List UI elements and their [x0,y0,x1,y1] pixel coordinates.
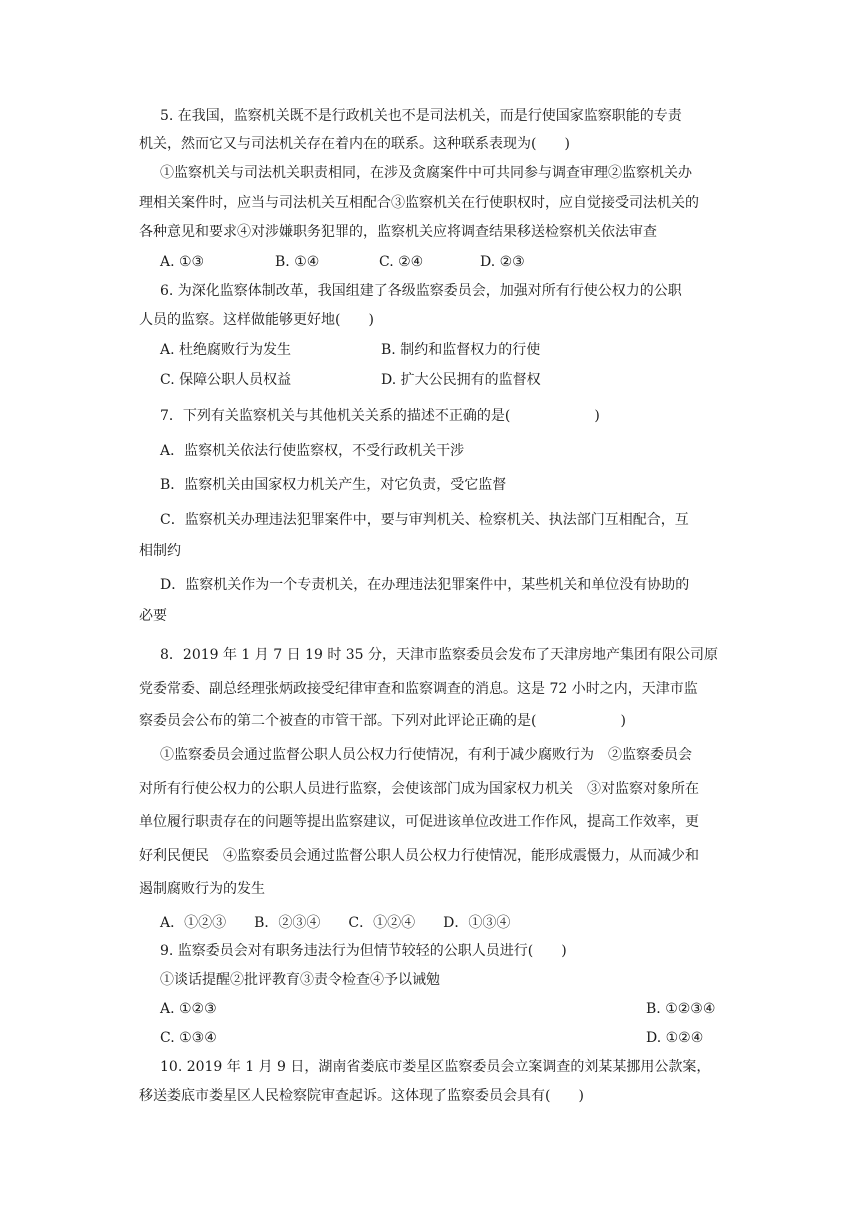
q6-option-c: C. 保障公职人员权益 [160,372,292,388]
q8-statements-line-5: 遏制腐败行为的发生 [139,881,265,897]
q5-option-d: D. ②③ [480,254,525,270]
q9-statements: ①谈话提醒②批评教育③责令检查④予以诫勉 [160,972,440,988]
q9-option-a: A. ①②③ [160,1001,217,1017]
q7-option-c-line-2: 相制约 [139,543,181,559]
q8-statements-line-4: 好利民便民 ④监察委员会通过监督公职人员公权力行使情况，能形成震慑力，从而减少和 [139,848,699,864]
q5-option-a: A. ①③ [160,254,205,270]
q6-option-b: B. 制约和监督权力的行使 [381,342,541,358]
q7-option-d-line-1: D．监察机关作为一个专责机关，在办理违法犯罪案件中，某些机关和单位没有协助的 [160,577,690,593]
q9-option-d: D. ①②④ [646,1030,704,1046]
q8-stem-line-3: 察委员会公布的第二个被查的市管干部。下列对此评论正确的是( ) [139,713,626,729]
q7-option-d-line-2: 必要 [139,608,167,624]
q5-stem-line-1: 5. 在我国，监察机关既不是行政机关也不是司法机关，而是行使国家监察职能的专责 [160,108,682,124]
q5-option-b: B. ①④ [275,254,320,270]
q5-stem-line-2: 机关，然而它又与司法机关存在着内在的联系。这种联系表现为( ) [139,136,570,152]
q8-statements-line-1: ①监察委员会通过监督公职人员公权力行使情况，有利于减少腐败行为 ②监察委员会 [160,747,692,763]
q9-option-b: B. ①②③④ [646,1001,716,1017]
q8-stem-line-1: 8．2019 年 1 月 7 日 19 时 35 分，天津市监察委员会发布了天津房地产集团有限公司原 [160,647,719,663]
q8-stem-line-2: 党委常委、副总经理张炳政接受纪律审查和监察调查的消息。这是 72 小时之内，天津市监 [139,681,698,697]
q6-stem-line-2: 人员的监察。这样做能够更好地( ) [139,312,374,328]
q6-option-a: A. 杜绝腐败行为发生 [160,342,292,358]
q6-stem-line-1: 6. 为深化监察体制改革，我国组建了各级监察委员会，加强对所有行使公权力的公职 [160,283,682,299]
q8-statements-line-3: 单位履行职责存在的问题等提出监察建议，可促进该单位改进工作作风，提高工作效率，更 [139,814,699,830]
q9-stem: 9. 监察委员会对有职务违法行为但情节较轻的公职人员进行( ) [160,943,567,959]
q5-option-c: C. ②④ [379,254,424,270]
q8-statements-line-2: 对所有行使公权力的公职人员进行监察，会使该部门成为国家权力机关 ③对监察对象所在 [139,781,699,797]
q8-options: A．①②③ B．②③④ C．①②④ D．①③④ [160,915,511,931]
q7-option-a: A．监察机关依法行使监察权，不受行政机关干涉 [160,443,465,459]
q7-stem: 7．下列有关监察机关与其他机关关系的描述不正确的是( ) [160,408,600,424]
q5-statements-line-1: ①监察机关与司法机关职责相同，在涉及贪腐案件中可共同参与调查审理②监察机关办 [160,165,692,181]
q9-option-c: C. ①③④ [160,1030,217,1046]
q10-stem-line-1: 10. 2019 年 1 月 9 日，湖南省娄底市娄星区监察委员会立案调查的刘某某挪用公款案， [160,1059,711,1075]
q10-stem-line-2: 移送娄底市娄星区人民检察院审查起诉。这体现了监察委员会具有( ) [139,1088,584,1104]
q7-option-b: B．监察机关由国家权力机关产生，对它负责，受它监督 [160,477,507,493]
q7-option-c-line-1: C．监察机关办理违法犯罪案件中，要与审判机关、检察机关、执法部门互相配合，互 [160,512,689,528]
q6-option-d: D. 扩大公民拥有的监督权 [381,372,541,388]
q5-statements-line-3: 各种意见和要求④对涉嫌职务犯罪的，监察机关应将调查结果移送检察机关依法审查 [139,224,657,240]
q5-statements-line-2: 理相关案件时，应当与司法机关互相配合③监察机关在行使职权时，应自觉接受司法机关的 [139,195,699,211]
